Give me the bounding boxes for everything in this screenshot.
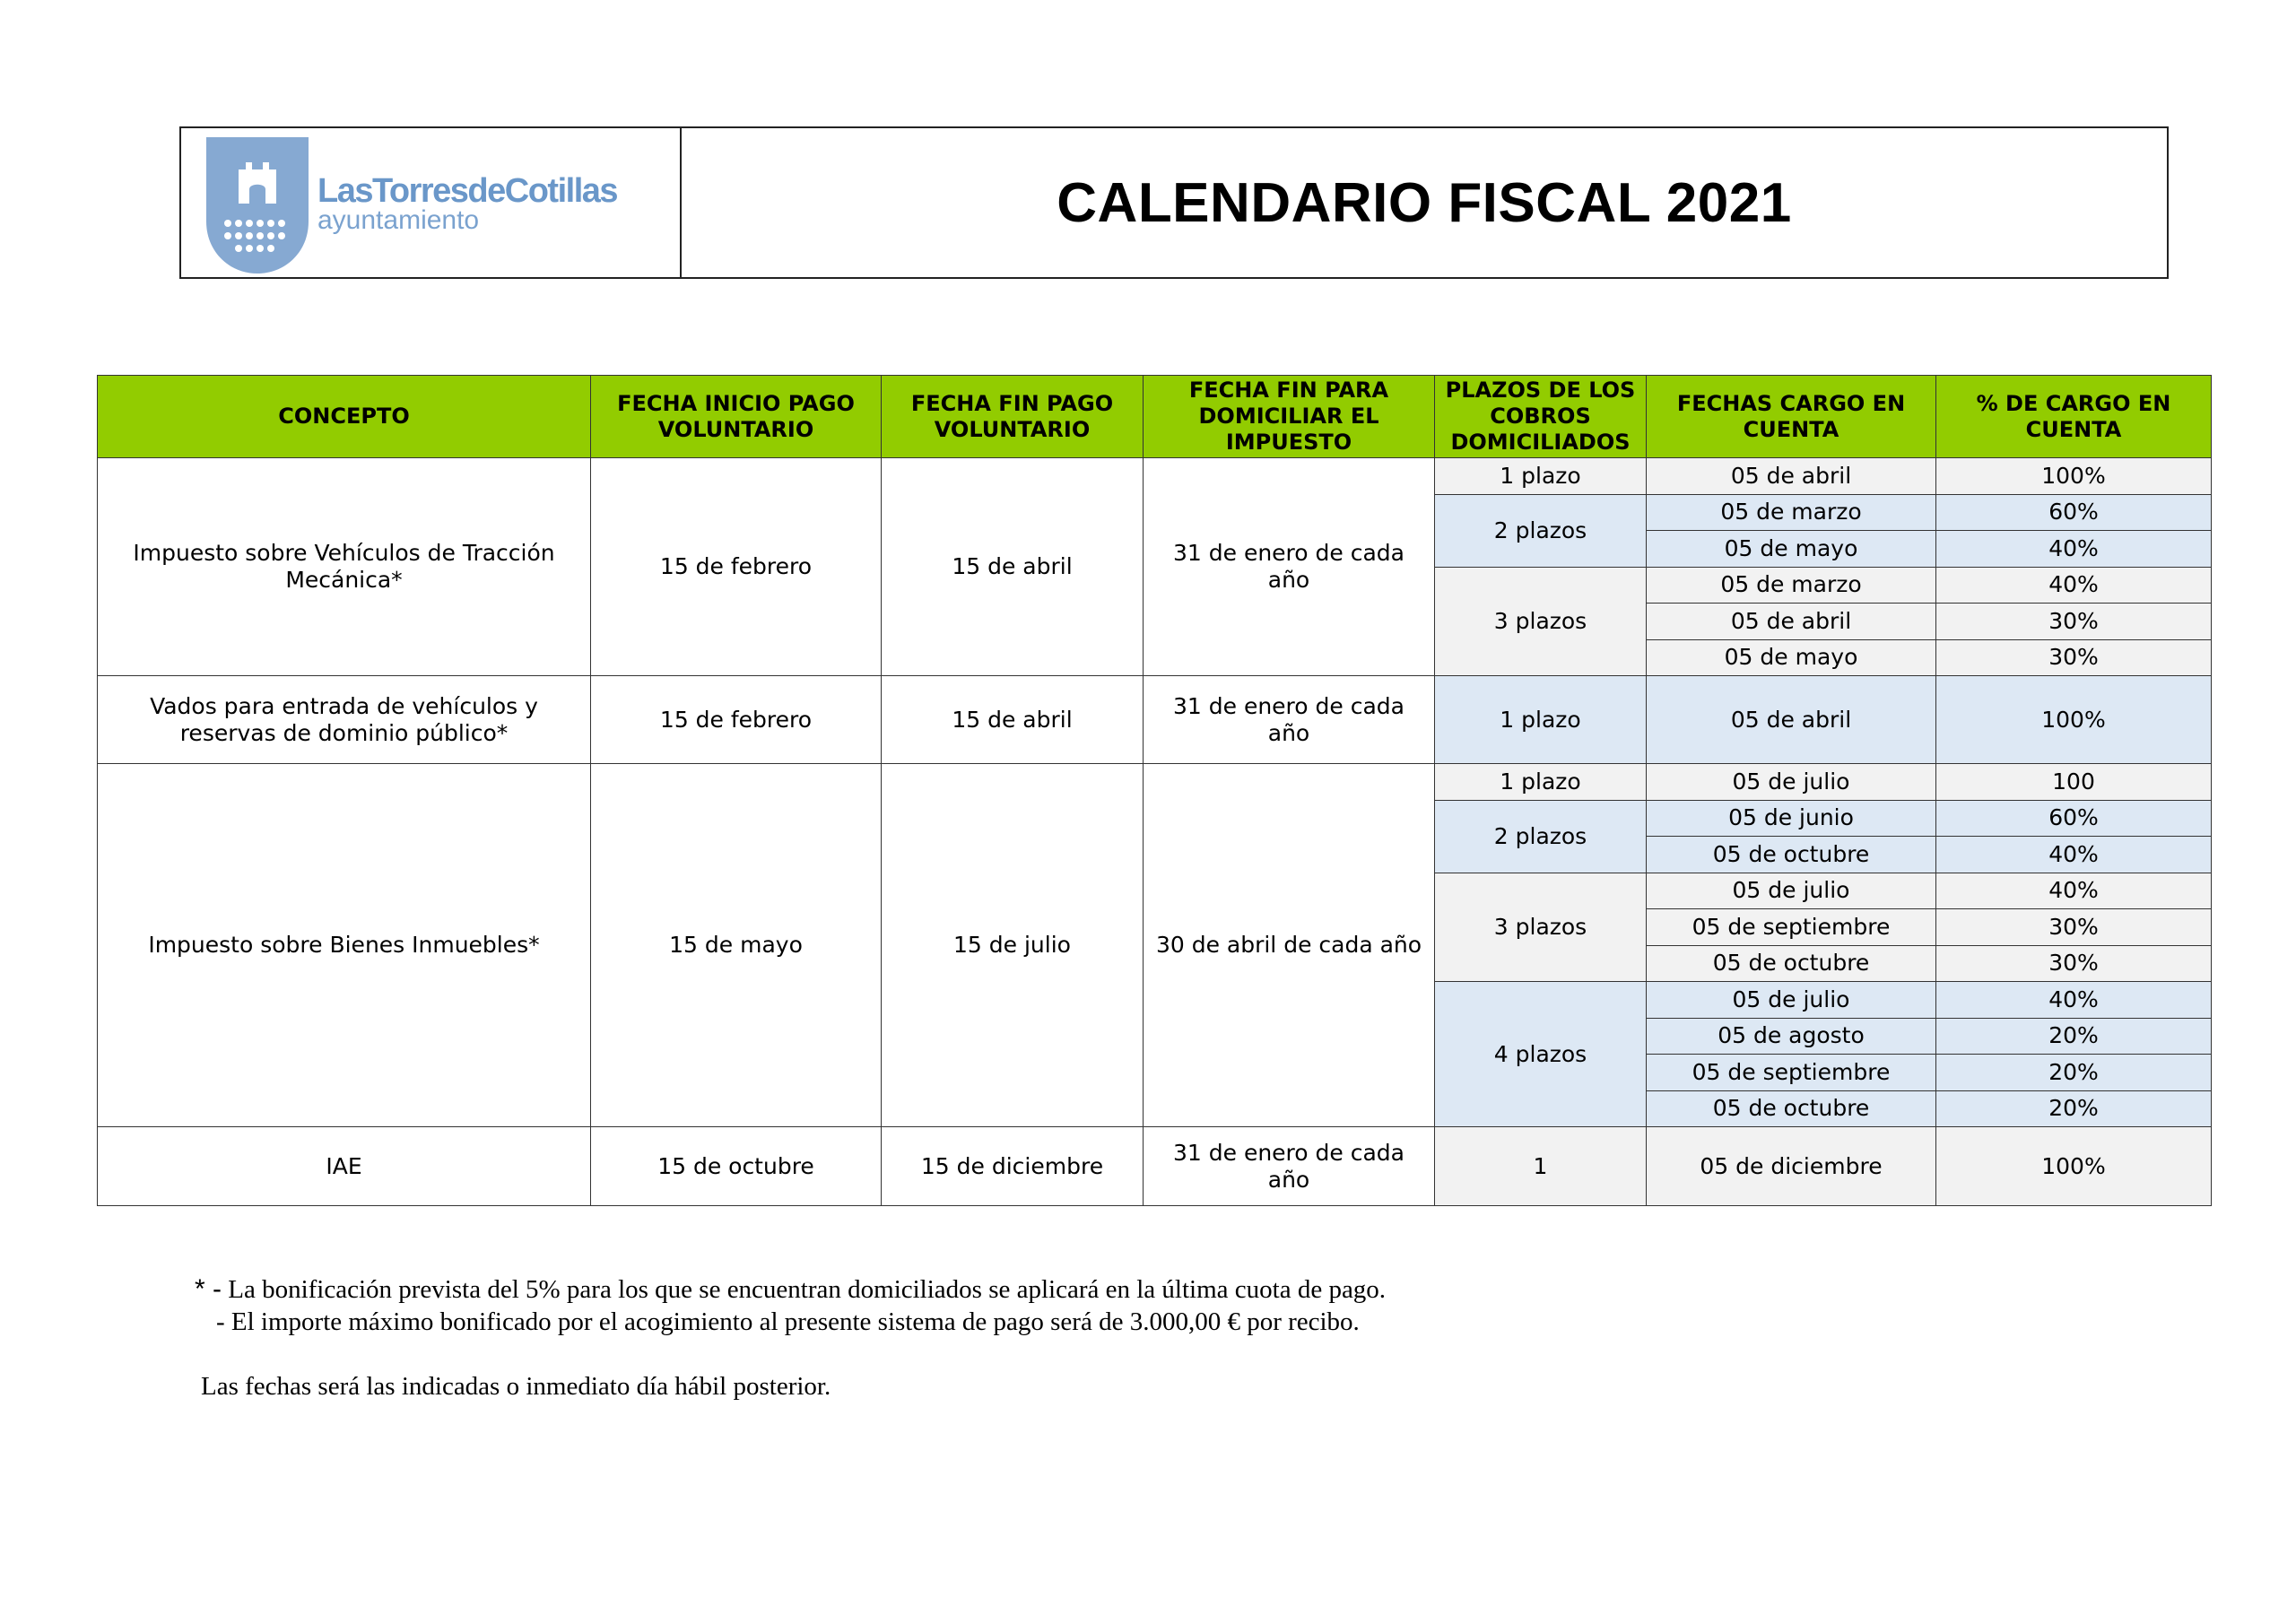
footnote-text: La bonificación prevista del 5% para los que se encuentran domiciliados se aplicará en la última cuota de pago. — [228, 1275, 1387, 1304]
pct-cargo-cell: 60% — [1936, 494, 2212, 531]
footnote-marker: * - — [195, 1274, 222, 1304]
fin-cell: 15 de julio — [882, 764, 1144, 1127]
plazos-cell: 2 plazos — [1435, 494, 1647, 567]
column-header: % DE CARGO EN CUENTA — [1936, 376, 2212, 458]
inicio-cell: 15 de febrero — [591, 458, 882, 676]
plazos-cell: 1 — [1435, 1127, 1647, 1206]
pct-cargo-cell: 100% — [1936, 458, 2212, 495]
pct-cargo-cell: 40% — [1936, 531, 2212, 568]
inicio-cell: 15 de octubre — [591, 1127, 882, 1206]
pct-cargo-cell: 100% — [1936, 1127, 2212, 1206]
fecha-cargo-cell: 05 de septiembre — [1647, 1055, 1936, 1091]
fecha-cargo-cell: 05 de agosto — [1647, 1018, 1936, 1055]
plazos-cell: 1 plazo — [1435, 676, 1647, 764]
fecha-cargo-cell: 05 de octubre — [1647, 945, 1936, 982]
pct-cargo-cell: 20% — [1936, 1090, 2212, 1127]
table-row — [98, 676, 2212, 764]
pct-cargo-cell: 60% — [1936, 800, 2212, 837]
fecha-cargo-cell: 05 de octubre — [1647, 1090, 1936, 1127]
plazos-cell: 3 plazos — [1435, 873, 1647, 982]
pct-cargo-cell: 40% — [1936, 567, 2212, 604]
column-header: FECHA INICIO PAGO VOLUNTARIO — [591, 376, 882, 458]
plazos-cell: 4 plazos — [1435, 982, 1647, 1127]
table-header-row — [98, 376, 2212, 458]
column-header: FECHAS CARGO EN CUENTA — [1647, 376, 1936, 458]
pct-cargo-cell: 40% — [1936, 982, 2212, 1019]
inicio-cell: 15 de mayo — [591, 764, 882, 1127]
column-header: PLAZOS DE LOS COBROS DOMICILIADOS — [1435, 376, 1647, 458]
plazos-cell: 1 plazo — [1435, 458, 1647, 495]
concepto-cell: Impuesto sobre Bienes Inmuebles* — [98, 764, 591, 1127]
pct-cargo-cell: 30% — [1936, 909, 2212, 946]
column-header: CONCEPTO — [98, 376, 591, 458]
fecha-cargo-cell: 05 de octubre — [1647, 837, 1936, 873]
fecha-cargo-cell: 05 de julio — [1647, 873, 1936, 909]
table-row — [98, 764, 2212, 801]
fecha-cargo-cell: 05 de abril — [1647, 458, 1936, 495]
pct-cargo-cell: 30% — [1936, 639, 2212, 676]
logo — [181, 128, 682, 277]
inicio-cell: 15 de febrero — [591, 676, 882, 764]
fecha-cargo-cell: 05 de abril — [1647, 604, 1936, 640]
footnote-2: - El importe máximo bonificado por el acogimiento al presente sistema de pago será de 3.000,00 € por recibo. — [216, 1307, 1360, 1336]
column-header: FECHA FIN PARA DOMICILIAR EL IMPUESTO — [1144, 376, 1435, 458]
page-title: CALENDARIO FISCAL 2021 — [1057, 171, 1792, 234]
fecha-cargo-cell: 05 de marzo — [1647, 567, 1936, 604]
pct-cargo-cell: 40% — [1936, 873, 2212, 909]
domiciliar-cell: 31 de enero de cada año — [1144, 676, 1435, 764]
logo-shield-icon — [203, 134, 312, 277]
closing-note: Las fechas será las indicadas o inmediato día hábil posterior. — [201, 1372, 831, 1401]
pct-cargo-cell: 40% — [1936, 837, 2212, 873]
fecha-cargo-cell: 05 de junio — [1647, 800, 1936, 837]
fecha-cargo-cell: 05 de julio — [1647, 982, 1936, 1019]
concepto-cell: Vados para entrada de vehículos y reservas de dominio público* — [98, 676, 591, 764]
plazos-cell: 3 plazos — [1435, 567, 1647, 676]
domiciliar-cell: 31 de enero de cada año — [1144, 458, 1435, 676]
plazos-cell: 1 plazo — [1435, 764, 1647, 801]
pct-cargo-cell: 30% — [1936, 604, 2212, 640]
title-cell — [682, 128, 2167, 277]
logo-name: LasTorresdeCotillas — [317, 172, 618, 210]
table-row — [98, 1127, 2212, 1206]
concepto-cell: IAE — [98, 1127, 591, 1206]
fecha-cargo-cell: 05 de diciembre — [1647, 1127, 1936, 1206]
fin-cell: 15 de diciembre — [882, 1127, 1144, 1206]
fecha-cargo-cell: 05 de marzo — [1647, 494, 1936, 531]
logo-text — [317, 173, 617, 234]
fin-cell: 15 de abril — [882, 676, 1144, 764]
table-row — [98, 458, 2212, 495]
domiciliar-cell: 31 de enero de cada año — [1144, 1127, 1435, 1206]
logo-subtitle: ayuntamiento — [317, 205, 480, 235]
footnotes — [195, 1273, 1386, 1338]
fecha-cargo-cell: 05 de mayo — [1647, 639, 1936, 676]
fecha-cargo-cell: 05 de julio — [1647, 764, 1936, 801]
footnote-1 — [195, 1273, 1386, 1306]
pct-cargo-cell: 100% — [1936, 676, 2212, 764]
plazos-cell: 2 plazos — [1435, 800, 1647, 873]
pct-cargo-cell: 20% — [1936, 1018, 2212, 1055]
pct-cargo-cell: 20% — [1936, 1055, 2212, 1091]
concepto-cell: Impuesto sobre Vehículos de Tracción Mecánica* — [98, 458, 591, 676]
fecha-cargo-cell: 05 de abril — [1647, 676, 1936, 764]
pct-cargo-cell: 100 — [1936, 764, 2212, 801]
fecha-cargo-cell: 05 de septiembre — [1647, 909, 1936, 946]
domiciliar-cell: 30 de abril de cada año — [1144, 764, 1435, 1127]
fiscal-calendar-table — [97, 375, 2212, 1206]
fin-cell: 15 de abril — [882, 458, 1144, 676]
column-header: FECHA FIN PAGO VOLUNTARIO — [882, 376, 1144, 458]
pct-cargo-cell: 30% — [1936, 945, 2212, 982]
fecha-cargo-cell: 05 de mayo — [1647, 531, 1936, 568]
header-box — [179, 126, 2169, 279]
